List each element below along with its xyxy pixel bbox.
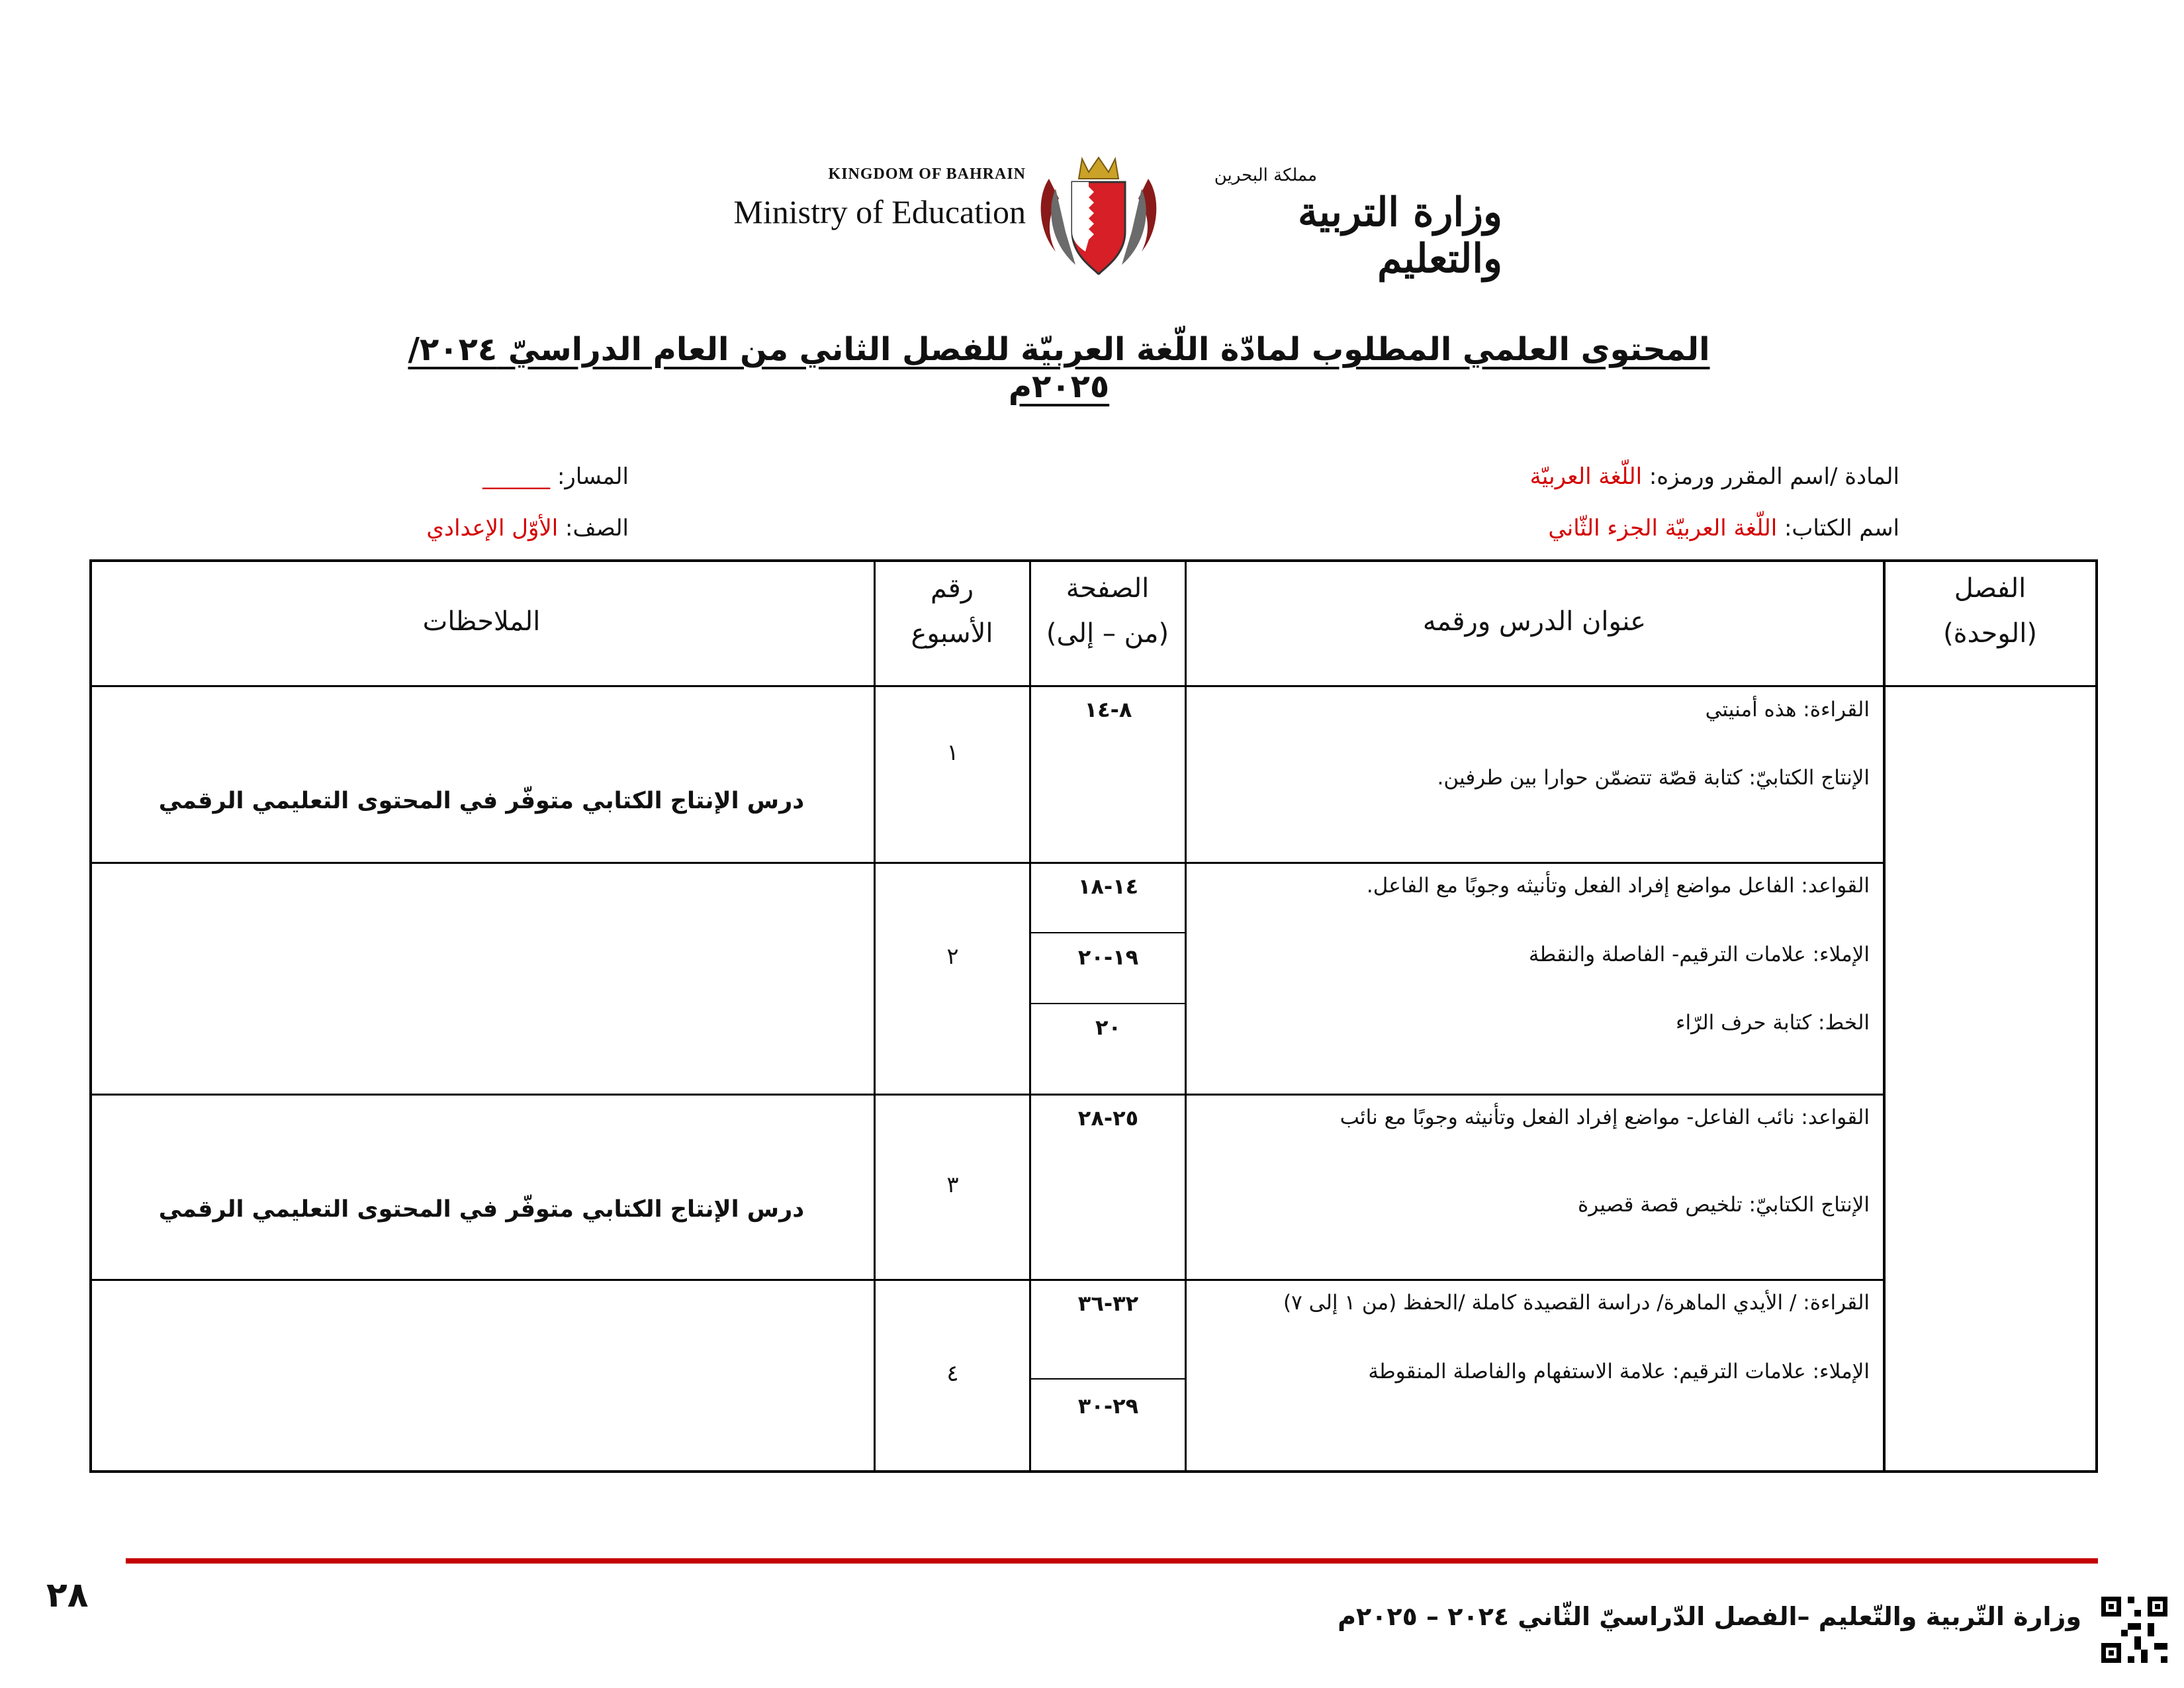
- table-border-bottom: [89, 1470, 2098, 1473]
- week-number: ١: [946, 739, 959, 766]
- header-notes: [89, 599, 874, 644]
- subject-value: اللّغة العربيّة: [1529, 463, 1643, 490]
- note: درس الإنتاج الكتابي متوفّر في المحتوى التعليمي الرقمي: [158, 1196, 805, 1223]
- page-range: ١٩-٢٠: [1077, 945, 1139, 970]
- ministry-ar: وزارة التربية والتعليم: [1297, 189, 1502, 282]
- track-line: [482, 463, 629, 490]
- page-range: ٨-١٤: [1084, 697, 1132, 722]
- header-unit-line2: (الوحدة): [1943, 618, 2037, 649]
- lesson-item: الخط: كتابة حرف الرّاء: [1675, 1011, 1870, 1035]
- header-divider: [89, 685, 2098, 687]
- kingdom-en: KINGDOM OF BAHRAIN: [828, 165, 1026, 183]
- lesson-item: الإنتاج الكتابيّ: كتابة قصّة تتضمّن حوارا بين طرفين.: [1437, 766, 1870, 790]
- header-pages-line1: الصفحة: [1066, 573, 1150, 604]
- col-divider-lesson: [1883, 559, 1886, 1473]
- content-table: [89, 559, 2098, 1473]
- header-week-line1: رقم: [930, 573, 974, 604]
- page-sub-divider-1: [1029, 932, 1186, 933]
- track-label: المسار:: [550, 463, 629, 490]
- page-range: ١٤-١٨: [1077, 874, 1139, 899]
- book-label: اسم الكتاب:: [1777, 515, 1899, 541]
- track-value: ______: [482, 463, 551, 490]
- footer-text: وزارة التّربية والتّعليم –الفصل الدّراسيّ الثّاني ٢٠٢٤ – ٢٠٢٥م: [1338, 1602, 2081, 1631]
- lesson-item: القواعد: نائب الفاعل- مواضع إفراد الفعل وتأنيثه وجوبًا مع نائب: [1340, 1105, 1870, 1129]
- logo-arabic: [1171, 165, 1502, 282]
- lesson-item: الإملاء: علامات الترقيم- الفاصلة والنقطة: [1528, 943, 1870, 966]
- page-number: ٢٨: [46, 1575, 89, 1615]
- header-week: [875, 566, 1029, 656]
- grade-label: الصف:: [558, 515, 629, 541]
- lesson-item: القراءة: هذه أمنيتي: [1705, 698, 1870, 722]
- table-border-left: [89, 559, 92, 1473]
- page-range: ٢٩-٣٠: [1077, 1393, 1139, 1419]
- kingdom-ar: مملكة البحرين: [1214, 165, 1317, 185]
- qr-code-icon: [2101, 1597, 2167, 1663]
- row-divider-3: [89, 1279, 1884, 1281]
- week-number: ٢: [946, 943, 959, 970]
- week-number: ٣: [946, 1172, 959, 1198]
- lesson-item: الإنتاج الكتابيّ: تلخيص قصة قصيرة: [1578, 1193, 1870, 1217]
- table-border-top: [89, 559, 2098, 562]
- lesson-item: القواعد: الفاعل مواضع إفراد الفعل وتأنيثه وجوبًا مع الفاعل.: [1366, 874, 1870, 898]
- bahrain-emblem-icon: [1036, 152, 1161, 285]
- grade-line: [426, 515, 629, 541]
- header-notes-text: الملاحظات: [422, 606, 541, 637]
- logo-english: [682, 165, 1026, 231]
- book-line: [1548, 515, 1899, 541]
- header-unit: [1884, 566, 2096, 656]
- table-border-right: [2095, 559, 2098, 1473]
- header-lesson-text: عنوان الدرس ورقمه: [1422, 606, 1647, 637]
- document-title: [397, 331, 1721, 405]
- header-unit-line1: الفصل: [1954, 573, 2026, 604]
- subject-line: [1530, 463, 1899, 490]
- subject-label: المادة /اسم المقرر ورمزه:: [1642, 463, 1899, 490]
- header-pages: [1030, 566, 1185, 656]
- week-number: ٤: [946, 1360, 959, 1387]
- row-divider-1: [89, 862, 1884, 864]
- document-title-text: المحتوى العلمي المطلوب لمادّة اللّغة العربيّة للفصل الثاني من العام الدراسيّ ٢٠٢٤/ ٢٠٢٥م: [408, 331, 1710, 405]
- page-range: ٢٥-٢٨: [1077, 1105, 1139, 1131]
- book-value: اللّغة العربيّة الجزء الثّاني: [1548, 515, 1778, 541]
- lesson-item: الإملاء: علامات الترقيم: علامة الاستفهام والفاصلة المنقوطة: [1368, 1360, 1870, 1383]
- header-pages-line2: (من – إلى): [1046, 618, 1169, 649]
- grade-value: الأوّل الإعدادي: [426, 515, 559, 541]
- header-week-line2: الأسبوع: [911, 618, 993, 649]
- page-sub-divider-2: [1029, 1003, 1186, 1004]
- lesson-item: القراءة: / الأيدي الماهرة/ دراسة القصيدة كاملة /الحفظ (من ١ إلى ٧): [1283, 1291, 1870, 1315]
- row-divider-2: [89, 1094, 1884, 1096]
- ministry-en: Ministry of Education: [733, 193, 1026, 230]
- col-divider-notes: [874, 559, 876, 1473]
- footer-divider: [126, 1558, 2098, 1564]
- page-range: ٢٠: [1095, 1015, 1122, 1040]
- page-range: ٣٢-٣٦: [1077, 1291, 1139, 1316]
- note: درس الإنتاج الكتابي متوفّر في المحتوى التعليمي الرقمي: [158, 788, 805, 814]
- page-sub-divider-3: [1029, 1378, 1186, 1380]
- header-lesson: [1186, 599, 1883, 644]
